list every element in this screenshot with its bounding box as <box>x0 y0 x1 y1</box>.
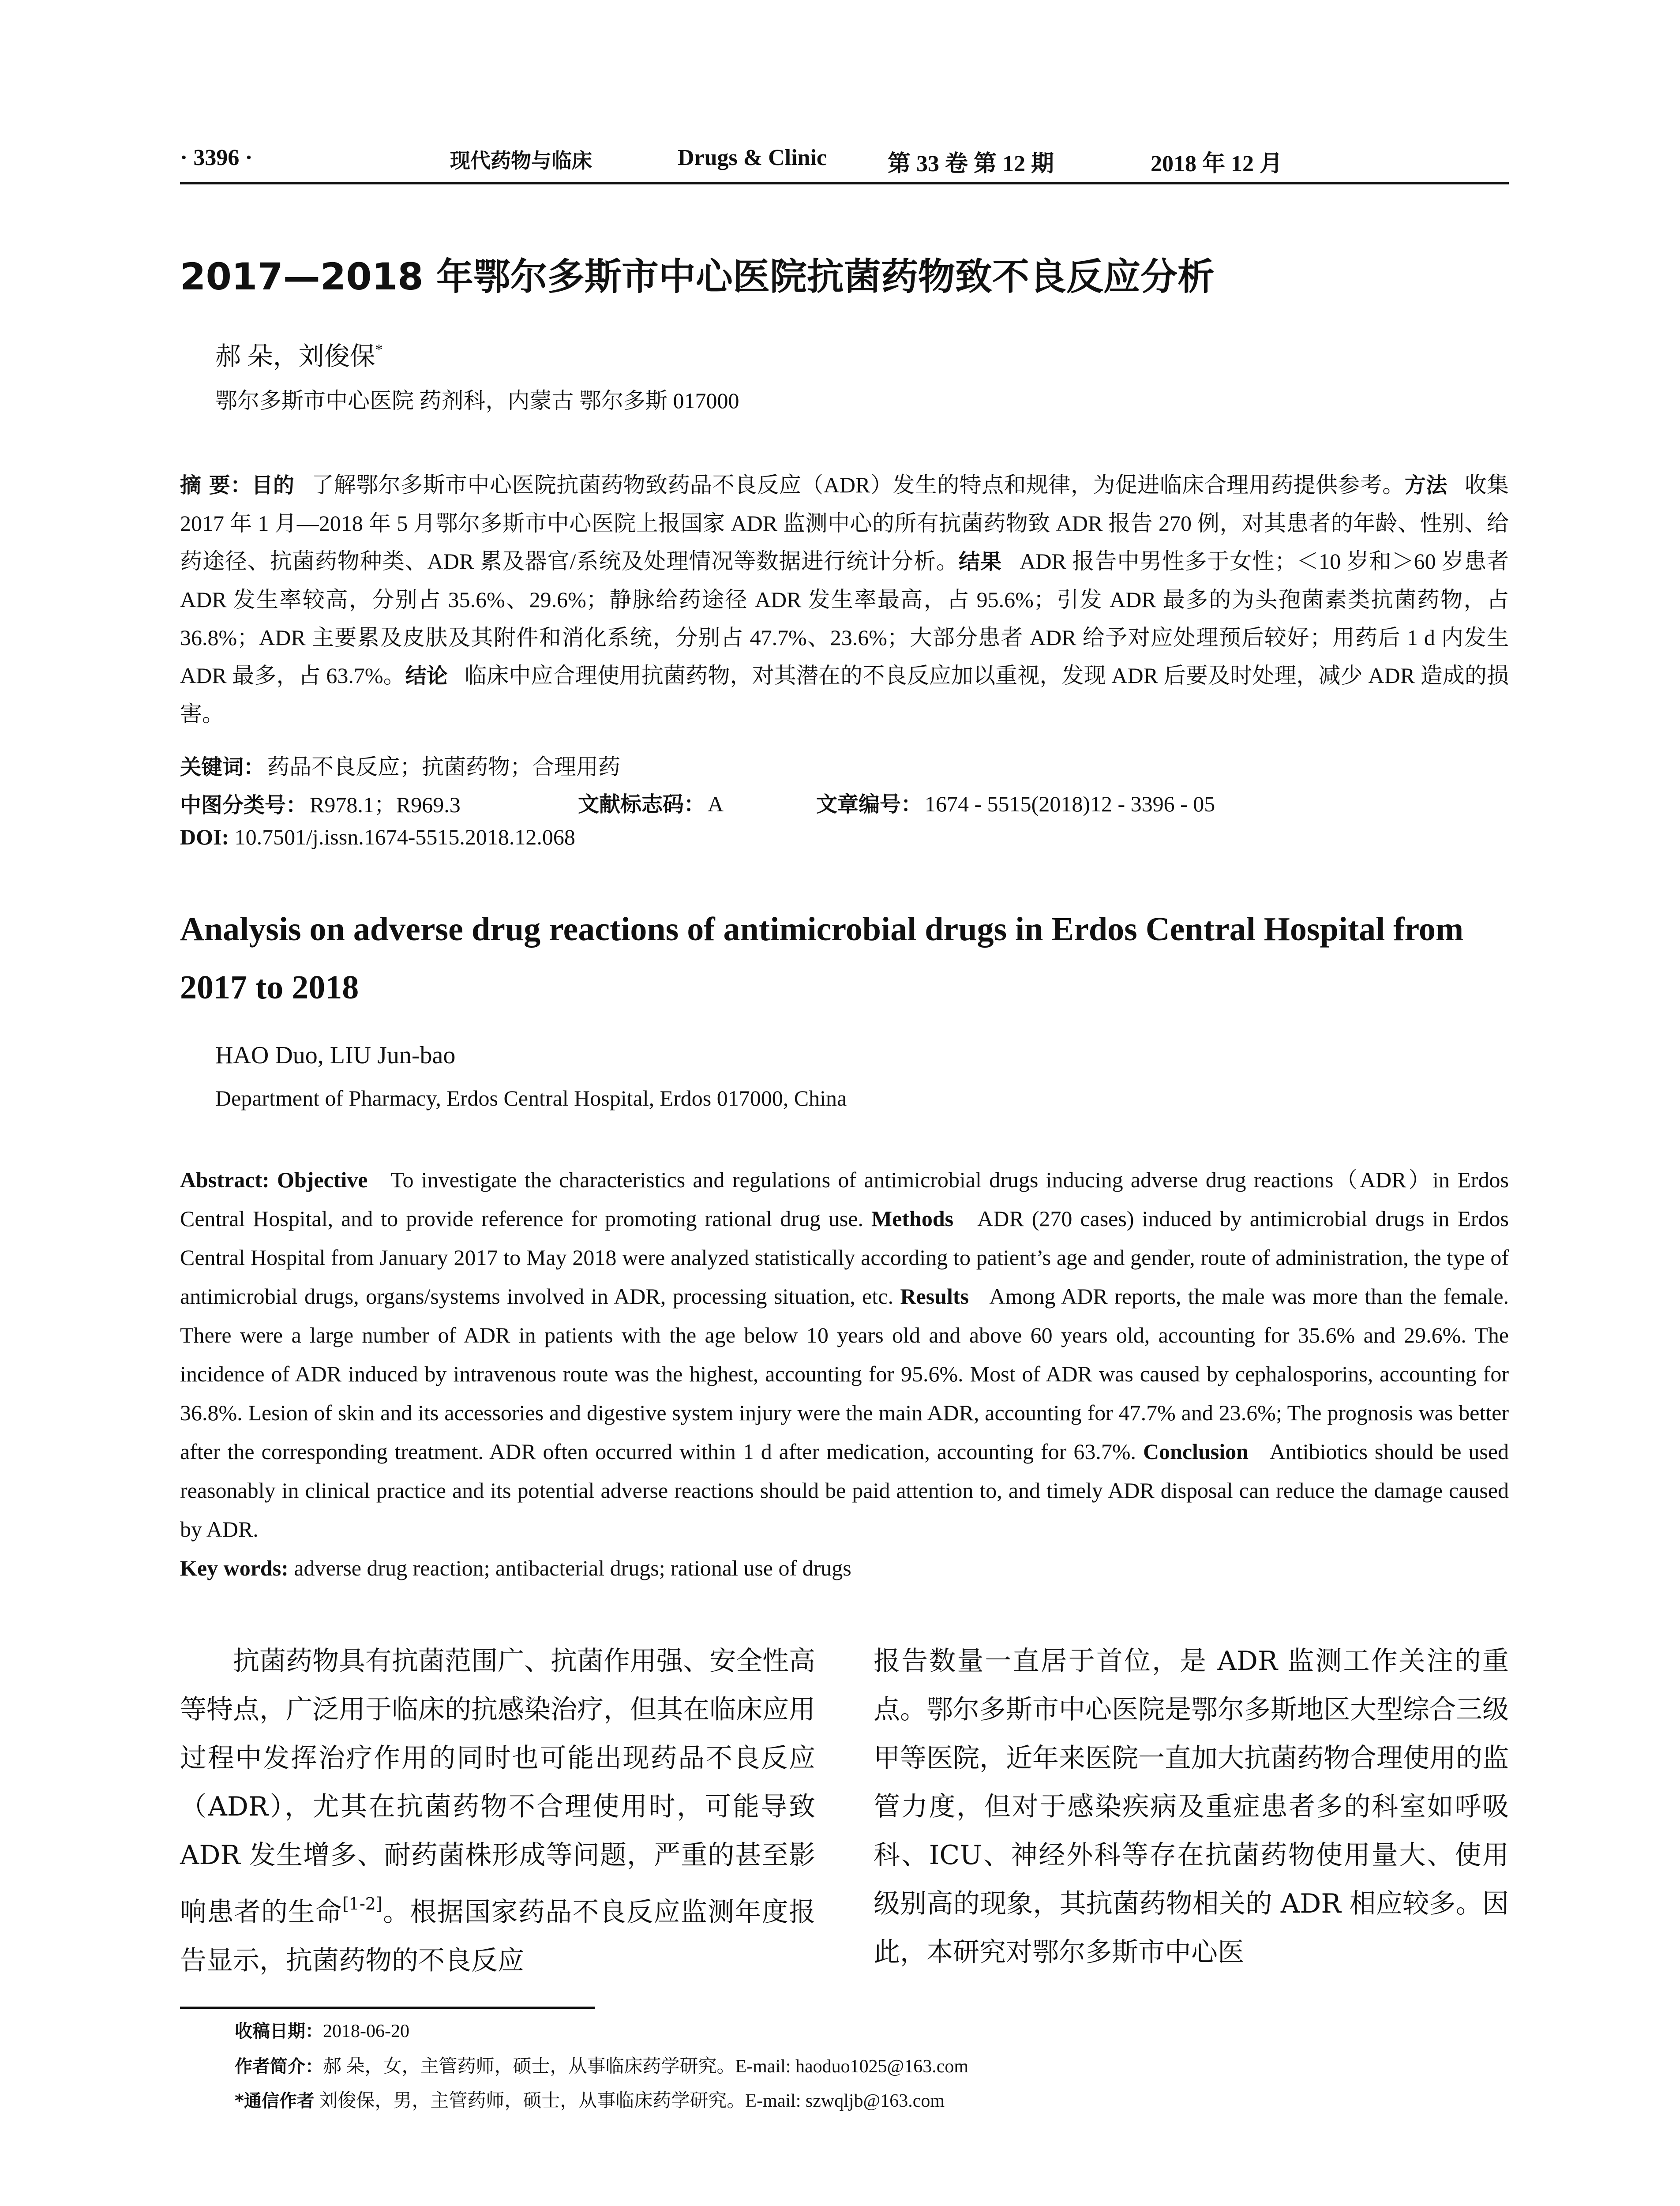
authors-cn <box>215 335 383 372</box>
article-title-en: Analysis on adverse drug reactions of antimicrobial drugs in Erdos Central Hospital from 2017 to 2018 <box>180 911 1464 1006</box>
affiliation-en: Department of Pharmacy, Erdos Central Hospital, Erdos 017000, China <box>215 1086 847 1111</box>
keywords-cn <box>180 749 620 781</box>
methods-en: ADR (270 cases) induced by antimicrobial drugs in Erdos Central Hospital from January 2017 to May 2018 were analyzed statistically according to patient’s age and gender, route of administration, the type of antimicrobial drugs, organs/systems involved in ADR, processing situation, etc. <box>180 1206 1509 1309</box>
conclusion-label-en: Conclusion <box>1143 1439 1249 1464</box>
abstract-cn <box>180 466 1509 733</box>
authors-en: HAO Duo, LIU Jun-bao <box>215 1042 456 1069</box>
page-number: · 3396 · <box>180 145 253 170</box>
keywords-en-value: adverse drug reaction; antibacterial drugs; rational use of drugs <box>294 1556 851 1580</box>
abstract-cn-label: 摘 要： <box>180 473 252 498</box>
body-column-left <box>180 1637 815 1985</box>
body-column-right: 报告数量一直居于首位，是 ADR 监测工作关注的重点。鄂尔多斯市中心医院是鄂尔多斯地区大型综合三级甲等医院，近年来医院一直加大抗菌药物合理使用的监管力度，但对于感染疾病及重症患者多的科室如呼吸科、ICU、神经外科等存在抗菌药物使用量大、使用级别高的现象，其抗菌药物相关的 ADR 相应较多。因此，本研究对鄂尔多斯市中心医 <box>874 1646 1509 1968</box>
objective-label-cn: 目的 <box>251 473 295 498</box>
conclusion-cn: 临床中应合理使用抗菌药物，对其潜在的不良反应加以重视，发现 ADR 后要及时处理，减少 ADR 造成的损害。 <box>180 663 1509 726</box>
journal-name-cn: 现代药物与临床 <box>450 149 592 173</box>
keywords-cn-value: 药品不良反应；抗菌药物；合理用药 <box>267 754 621 779</box>
bio-text: 郝 朵，女，主管药师，硕士，从事临床药学研究。E-mail: haoduo1025@163.com <box>323 2056 969 2077</box>
keywords-en-label: Key words: <box>180 1556 289 1580</box>
footnote-corresponding <box>235 2086 945 2112</box>
objective-label-en: Objective <box>277 1167 368 1192</box>
abstract-en <box>180 1160 1509 1587</box>
doi-value: 10.7501/j.issn.1674-5515.2018.12.068 <box>234 825 575 849</box>
results-label-en: Results <box>900 1284 969 1309</box>
doc-code <box>578 787 724 818</box>
objective-en: To investigate the characteristics and regulations of antimicrobial drugs inducing adverse drug reactions（ADR）in Erdos Central Hospital, and to provide reference for promoting rational drug use. <box>180 1167 1509 1231</box>
body-left-text-2: 。根据国家药品不良反应监测年度报告显示，抗菌药物的不良反应 <box>180 1897 816 1976</box>
methods-cn: 收集 2017 年 1 月—2018 年 5 月鄂尔多斯市中心医院上报国家 ADR 监测中心的所有抗菌药物致 ADR 报告 270 例，对其患者的年龄、性别、给药途径、抗菌药物种类、ADR 累及器官/系统及处理情况等数据进行统计分析。 <box>180 473 1509 574</box>
doc-code-value: A <box>708 792 724 816</box>
authors-cn-names: 郝 朵，刘俊保 <box>215 342 375 371</box>
doi-label: DOI: <box>180 825 229 849</box>
methods-label-cn: 方法 <box>1404 473 1448 498</box>
clc-value: R978.1；R969.3 <box>310 792 461 817</box>
footnote-divider <box>180 2007 595 2009</box>
article-title-cn: 2017—2018 年鄂尔多斯市中心医院抗菌药物致不良反应分析 <box>180 255 1215 298</box>
conclusion-en: Antibiotics should be used reasonably in clinical practice and its potential adverse reactions should be paid attention to, and timely ADR disposal can reduce the damage caused by ADR. <box>180 1439 1509 1542</box>
corr-label: *通信作者 <box>235 2091 315 2111</box>
footnote-received <box>235 2017 409 2042</box>
received-label: 收稿日期： <box>235 2021 323 2041</box>
results-cn: ADR 报告中男性多于女性；＜10 岁和＞60 岁患者 ADR 发生率较高，分别占 35.6%、29.6%；静脉给药途径 ADR 发生率最高，占 95.6%；引发 ADR 最多的为头孢菌素类抗菌药物，占 36.8%；ADR 主要累及皮肤及其附件和消化系统，分别占 47.7%、23.6%；大部分患者 ADR 给予对应处理预后较好；用药后 1 d 内发生 ADR 最多，占 63.7%。 <box>180 549 1509 688</box>
clc-label: 中图分类号： <box>180 793 308 818</box>
bio-label: 作者简介： <box>235 2056 323 2077</box>
affiliation-cn: 鄂尔多斯市中心医院 药剂科，内蒙古 鄂尔多斯 017000 <box>215 388 739 413</box>
issue-date: 2018 年 12 月 <box>1151 151 1283 176</box>
body-left-text-1: 抗菌药物具有抗菌范围广、抗菌作用强、安全性高等特点，广泛用于临床的抗感染治疗，但其在临床应用过程中发挥治疗作用的同时也可能出现药品不良反应（ADR），尤其在抗菌药物不合理使用时，可能导致 ADR 发生增多、耐药菌株形成等问题，严重的甚至影响患者的生命 <box>180 1646 815 1928</box>
volume-issue: 第 33 卷 第 12 期 <box>888 151 1054 176</box>
classification-line <box>180 787 461 819</box>
doi-line <box>180 824 575 850</box>
running-header <box>180 132 1509 184</box>
received-date: 2018-06-20 <box>323 2021 409 2041</box>
doc-code-label: 文献标志码： <box>578 792 705 817</box>
objective-cn: 了解鄂尔多斯市中心医院抗菌药物致药品不良反应（ADR）发生的特点和规律，为促进临床合理用药提供参考。 <box>311 473 1405 497</box>
corr-text: 刘俊保，男，主管药师，硕士，从事临床药学研究。E-mail: szwqljb@163.com <box>314 2091 945 2111</box>
results-en: Among ADR reports, the male was more than the female. There were a large number of ADR in patients with the age below 10 years old and above 60 years old, accounting for 35.6% and 29.6%. The incidence of ADR induced by intravenous route was the highest, accounting for 95.6%. Most of ADR was caused by cephalosporins, accounting for 36.8%. Lesion of skin and its accessories and digestive system injury were the main ADR, accounting for 47.7% and 23.6%; The prognosis was better after the corresponding treatment. ADR often occurred within 1 d after medication, accounting for 63.7%. <box>180 1284 1509 1464</box>
conclusion-label-cn: 结论 <box>405 664 448 688</box>
methods-label-en: Methods <box>871 1206 954 1231</box>
keywords-cn-label: 关键词： <box>180 755 265 780</box>
citation-ref: [1-2] <box>342 1894 382 1913</box>
article-number-label: 文章编号： <box>816 792 922 817</box>
abstract-en-label: Abstract: <box>180 1167 270 1192</box>
article-number-value: 1674 - 5515(2018)12 - 3396 - 05 <box>925 792 1215 816</box>
article-number <box>816 787 1215 818</box>
journal-name-en: Drugs & Clinic <box>678 145 827 170</box>
corresponding-mark: * <box>375 341 383 358</box>
footnote-author-bio <box>235 2052 968 2078</box>
results-label-cn: 结果 <box>959 549 1002 574</box>
